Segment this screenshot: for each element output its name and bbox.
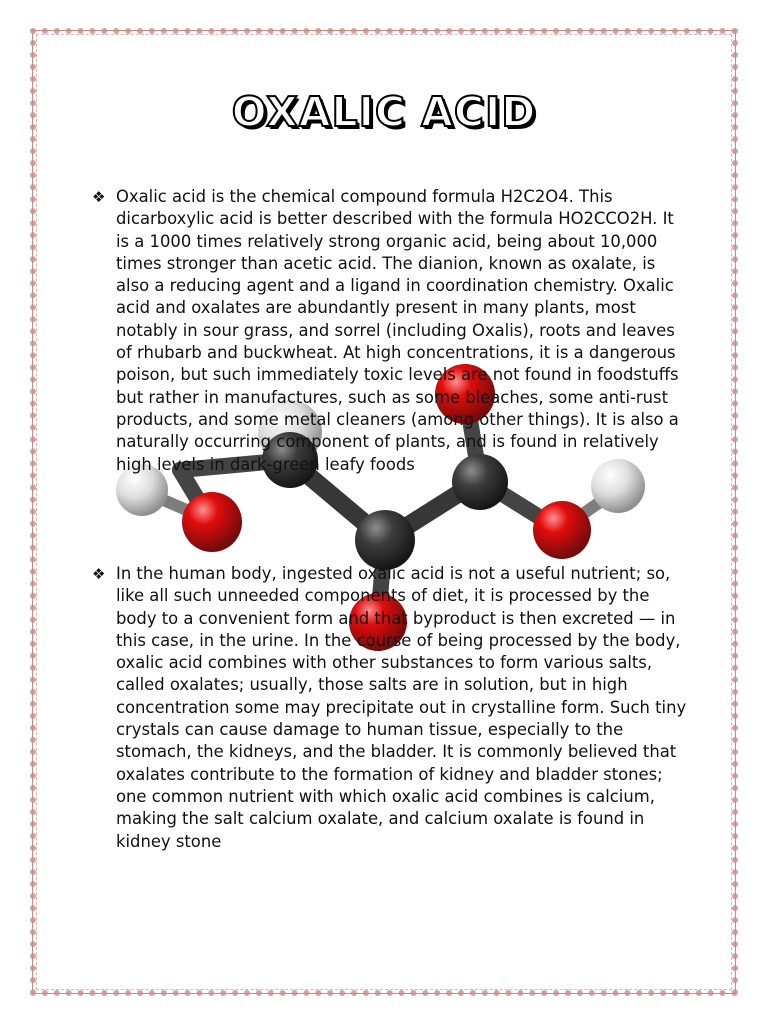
carbon-atom <box>355 510 415 570</box>
page-title: OXALIC ACID <box>231 88 537 136</box>
paragraph-section-2 <box>92 563 692 853</box>
diamond-bullet-icon: ❖ <box>92 565 106 583</box>
diamond-bullet-icon: ❖ <box>92 188 106 206</box>
oxygen-atom <box>533 501 591 559</box>
oxygen-atom <box>182 492 242 552</box>
paragraph-section-1 <box>92 186 692 476</box>
paragraph-text-2: In the human body, ingested oxalic acid is not a useful nutrient; so, like all such unneeded components of diet, it is processed by the body to a convenient form and that byproduct is then excreted — in this case, in the urine. In the course of being processed by the body, oxalic acid combines with other substances to form various salts, called oxalates; usually, those salts are in solution, but in high concentration some may precipitate out in crystalline form. Such tiny crystals can cause damage to human tissue, especially to the stomach, the kidneys, and the bladder. It is commonly believed that oxalates contribute to the formation of kidney and bladder stones; one common nutrient with which oxalic acid combines is calcium, making the salt calcium oxalate, and calcium oxalate is found in kidney stone <box>116 564 687 851</box>
paragraph-text-1: Oxalic acid is the chemical compound formula H2C2O4. This dicarboxylic acid is better described with the formula HO2CCO2H. It is a 1000 times relatively strong organic acid, being about 10,000 times stronger than acetic acid. The dianion, known as oxalate, is also a reducing agent and a ligand in coordination chemistry. Oxalic acid and oxalates are abundantly present in many plants, most notably in sour grass, and sorrel (including Oxalis), roots and leaves of rhubarb and buckwheat. At high concentrations, it is a dangerous poison, but such immediately toxic levels are not found in foodstuffs but rather in manufactures, such as some bleaches, some anti-rust products, and some metal cleaners (among other things). It is also a naturally occurring component of plants, and is found in relatively high levels in dark-green leafy foods <box>116 187 679 474</box>
